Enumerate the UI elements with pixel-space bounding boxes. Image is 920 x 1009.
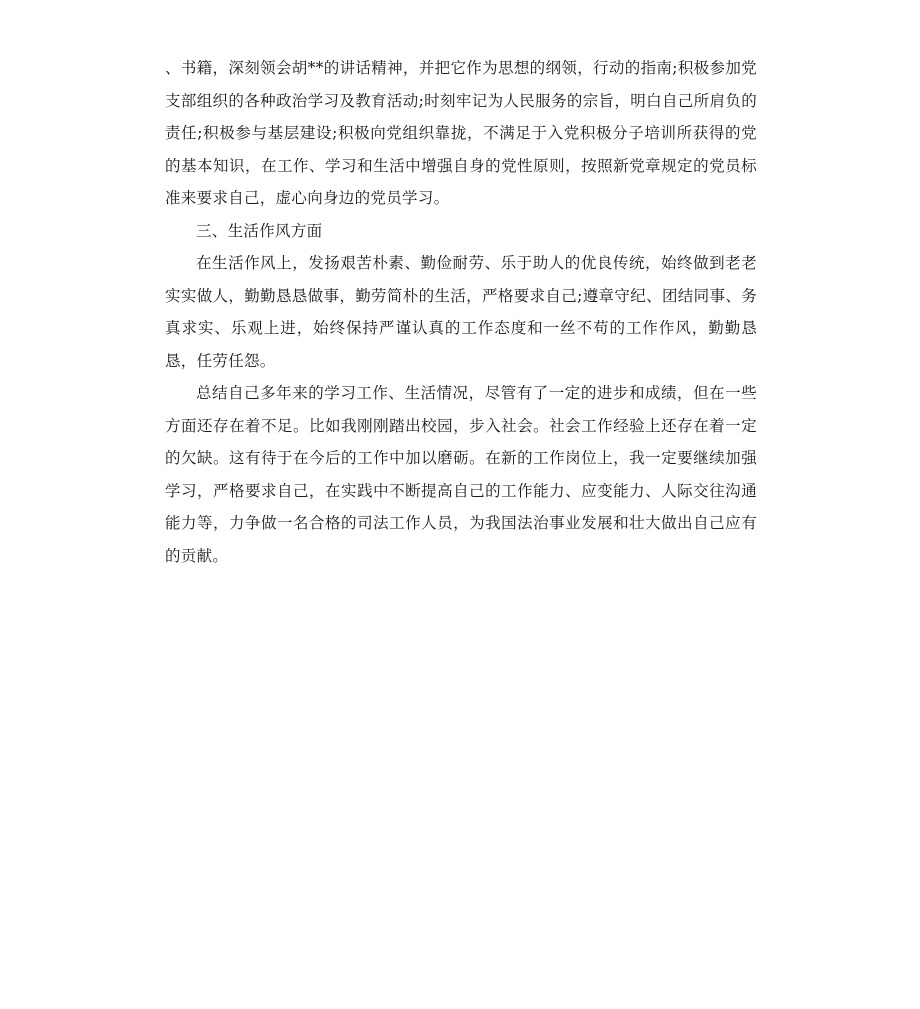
paragraph-continuation: 、书籍，深刻领会胡**的讲话精神，并把它作为思想的纲领，行动的指南;积极参加党支部组织的各种政治学习及教育活动;时刻牢记为人民服务的宗旨，明白自己所肩负的责任;积极参与基层建设;积极向党组织靠拢，不满足于入党积极分子培训所获得的党的基本知识，在工作、学习和生活中增强自身的党性原则，按照新党章规定的党员标准来要求自己，虚心向身边的党员学习。 xyxy=(165,59,757,207)
section-heading-lifestyle: 三、生活作风方面 xyxy=(196,221,323,240)
paragraph-lifestyle: 在生活作风上，发扬艰苦朴素、勤俭耐劳、乐于助人的优良传统，始终做到老老实实做人，勤勤恳恳做事，勤劳简朴的生活，严格要求自己;遵章守纪、团结同事、务真求实、乐观上进，始终保持严谨认真的工作态度和一丝不苟的工作作风，勤勤恳恳，任劳任怨。 xyxy=(165,254,757,370)
paragraph-summary: 总结自己多年来的学习工作、生活情况，尽管有了一定的进步和成绩，但在一些方面还存在着不足。比如我刚刚踏出校园，步入社会。社会工作经验上还存在着一定的欠缺。这有待于在今后的工作中加以磨砺。在新的工作岗位上，我一定要继续加强学习，严格要求自己，在实践中不断提高自己的工作能力、应变能力、人际交往沟通能力等，力争做一名合格的司法工作人员，为我国法治事业发展和壮大做出自己应有的贡献。 xyxy=(165,384,757,565)
document-body xyxy=(165,52,757,572)
